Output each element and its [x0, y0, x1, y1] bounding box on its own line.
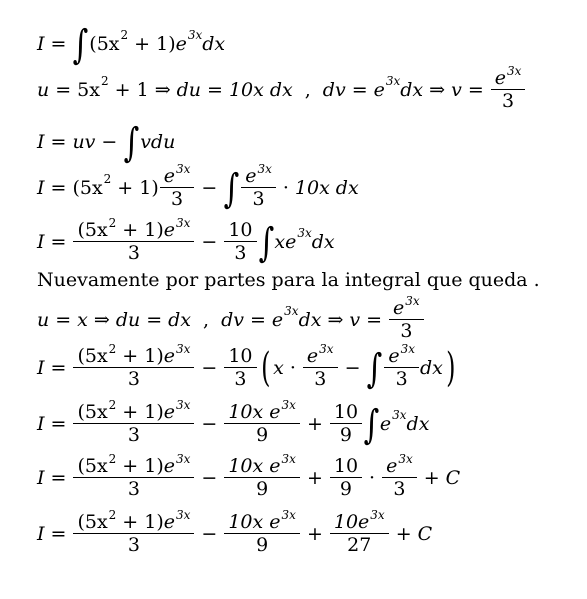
equals: = — [207, 79, 223, 102]
term: 10x — [228, 79, 264, 102]
fraction: $\frac{10x e^{3x}}{9}$ — [226, 456, 298, 501]
term: (5x — [72, 177, 103, 200]
eq-line-5 — [37, 216, 335, 267]
du: du — [115, 309, 141, 332]
exp: 3x — [284, 304, 299, 319]
right-paren: ) — [445, 345, 456, 392]
eq-line-1 — [37, 22, 226, 68]
differential: dx — [269, 79, 293, 102]
exp: 2 — [120, 28, 129, 42]
fraction: $\frac{(5x^2 + 1)e^{3x}}{3}$ — [75, 512, 192, 557]
equals: = — [467, 79, 484, 102]
equals: = — [55, 309, 72, 332]
eq-line-8 — [37, 342, 458, 393]
integral-sign: ∫ — [367, 346, 383, 393]
term: (5x — [89, 33, 120, 55]
fraction: $\frac{(5x^2 + 1)e^{3x}}{3}$ — [75, 402, 192, 447]
sentence: Nuevamente por partes para la integral que queda . — [37, 269, 540, 291]
fraction: $\frac{e^{3x}}{3}$ — [386, 346, 417, 391]
dv: dv — [221, 309, 244, 332]
fraction: $\frac{e^{3x}}{3}$ — [391, 298, 422, 343]
minus: − — [201, 467, 218, 490]
fraction: $\frac{e^{3x}}{3}$ — [493, 68, 524, 113]
fraction: $\frac{(5x^2 + 1)e^{3x}}{3}$ — [75, 346, 192, 391]
equals: = — [50, 131, 67, 153]
differential: dx — [202, 33, 226, 55]
var-I: I — [37, 177, 45, 200]
minus: − — [101, 131, 118, 153]
fraction: $\frac{10x e^{3x}}{9}$ — [226, 402, 298, 447]
equals: = — [50, 357, 67, 380]
fraction: $\frac{e^{3x}}{3}$ — [305, 346, 336, 391]
fraction: $\frac{e^{3x}}{3}$ — [384, 456, 415, 501]
integral-sign: ∫ — [363, 402, 380, 449]
equals: = — [50, 523, 67, 546]
plus: + — [306, 413, 323, 436]
equals: = — [50, 413, 67, 436]
differential: dx — [419, 357, 443, 380]
explanation-text — [37, 269, 540, 291]
equals: = — [146, 309, 163, 332]
left-paren: ( — [260, 345, 271, 392]
cdot: · — [369, 467, 376, 490]
plus: + — [423, 467, 440, 490]
equals: = — [50, 231, 67, 254]
var-u: u — [37, 79, 50, 102]
eq-line-4 — [37, 162, 359, 213]
var-I: I — [37, 33, 45, 55]
minus: − — [201, 523, 218, 546]
cdot: · — [289, 357, 296, 380]
equals: = — [50, 467, 67, 490]
eq-line-7 — [37, 294, 425, 343]
constant-C: C — [445, 467, 461, 490]
constant-C: C — [417, 523, 433, 546]
var-I: I — [37, 413, 45, 436]
var-I: I — [37, 523, 45, 546]
integral-sign: ∫ — [73, 22, 89, 68]
eq-line-2 — [37, 64, 526, 113]
minus: − — [201, 231, 218, 254]
fraction: $\frac{(5x^2 + 1)e^{3x}}{3}$ — [75, 220, 192, 265]
var-I: I — [37, 131, 45, 153]
exp: 2 — [100, 74, 109, 89]
equals: = — [55, 79, 72, 102]
integral-sign: ∫ — [223, 166, 240, 213]
du: du — [176, 79, 202, 102]
implies: ⇒ — [154, 79, 171, 102]
fraction: $\frac{(5x^2 + 1)e^{3x}}{3}$ — [75, 456, 192, 501]
differential: dx — [335, 177, 359, 200]
differential: dx — [311, 231, 335, 254]
eq-line-9 — [37, 398, 430, 449]
fraction: $\frac{e^{3x}}{3}$ — [162, 166, 193, 211]
var-x: x — [273, 357, 284, 380]
differential: dx — [400, 79, 424, 102]
fraction: $\frac{e^{3x}}{3}$ — [243, 166, 274, 211]
minus: − — [201, 177, 218, 200]
equals: = — [351, 79, 368, 102]
var-v: v — [349, 309, 361, 332]
term: + 1) — [117, 177, 159, 200]
term: + 1) — [134, 33, 176, 55]
var-I: I — [37, 231, 45, 254]
term: 10x — [294, 177, 330, 200]
integral-sign: ∫ — [123, 120, 140, 166]
plus: + — [395, 523, 412, 546]
eq-line-11 — [37, 508, 433, 557]
fraction: $\frac{10e^{3x}}{27}$ — [332, 512, 387, 557]
minus: − — [344, 357, 361, 380]
comma: , — [203, 309, 210, 332]
dv: dv — [322, 79, 346, 102]
implies: ⇒ — [327, 309, 344, 332]
var-I: I — [37, 357, 45, 380]
implies: ⇒ — [93, 309, 110, 332]
eq-line-3 — [37, 120, 176, 166]
euler-e: e — [373, 79, 385, 102]
euler-e: e — [379, 413, 392, 436]
equals: = — [50, 177, 67, 200]
eq-line-10 — [37, 452, 461, 501]
euler-e: e — [175, 33, 187, 55]
exp: 3x — [392, 408, 407, 423]
differential: dx — [168, 309, 192, 332]
comma: , — [304, 79, 311, 102]
fraction: $\frac{10}{9}$ — [332, 456, 360, 501]
equals: = — [50, 33, 67, 55]
plus: + — [306, 523, 323, 546]
var-x: x — [77, 309, 88, 332]
var-I: I — [37, 467, 45, 490]
exp: 3x — [385, 74, 401, 89]
equals: = — [366, 309, 383, 332]
integral-sign: ∫ — [258, 220, 274, 267]
cdot: · — [282, 177, 289, 200]
minus: − — [201, 357, 218, 380]
term: + 1 — [114, 79, 149, 102]
var-u: u — [37, 309, 50, 332]
var-v: v — [451, 79, 462, 102]
differential: dx — [298, 309, 322, 332]
uv: uv — [72, 131, 96, 153]
fraction: $\frac{10}{3}$ — [226, 346, 254, 391]
differential: dx — [406, 413, 430, 436]
implies: ⇒ — [429, 79, 446, 102]
equals: = — [249, 309, 266, 332]
plus: + — [306, 467, 323, 490]
term: xe — [274, 231, 297, 254]
vdu: vdu — [140, 131, 176, 153]
exp: 3x — [297, 226, 312, 241]
fraction: $\frac{10}{3}$ — [226, 220, 254, 265]
fraction: $\frac{10}{9}$ — [332, 402, 360, 447]
exp: 3x — [187, 28, 203, 42]
term: 5x — [77, 79, 100, 102]
exp: 2 — [103, 172, 112, 187]
fraction: $\frac{10x e^{3x}}{9}$ — [226, 512, 298, 557]
minus: − — [201, 413, 218, 436]
euler-e: e — [271, 309, 284, 332]
